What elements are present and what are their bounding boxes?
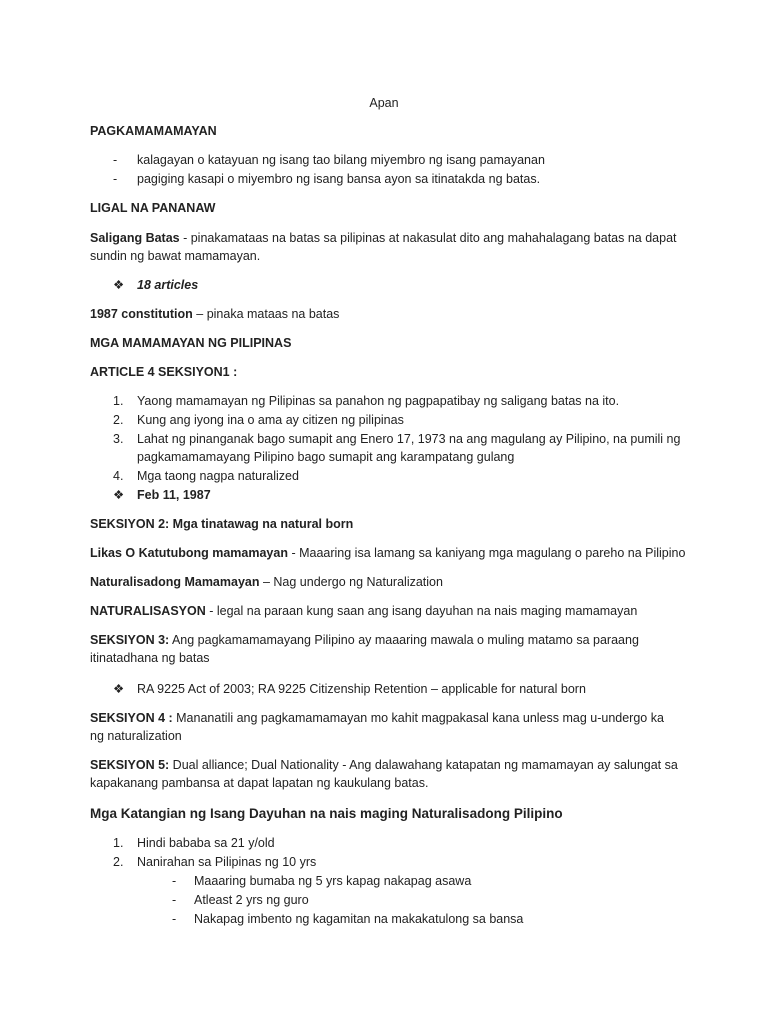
list-number: 4. [113,469,124,483]
dash-text: kalagayan o katayuan ng isang tao bilang miyembro ng isang pamayanan [137,153,545,167]
list-number: 2. [113,413,124,427]
term: SEKSIYON 3: [90,633,170,647]
definition: – Nag undergo ng Naturalization [259,575,443,589]
list-text: Mga taong nagpa naturalized [137,469,299,483]
term: SEKSIYON 5: [90,758,170,772]
heading-mamamayan: MGA MAMAMAYAN NG PILIPINAS [90,336,292,350]
paragraph-saligang-batas [90,229,680,265]
bullet-text: Feb 11, 1987 [137,488,211,502]
list-text: pagkamamamayang Pilipino bago sumapit ang karampatang gulang [137,450,515,464]
diamond-bullet-icon: ❖ [113,682,125,696]
term: Likas O Katutubong mamamayan [90,546,288,560]
list-number: 1. [113,836,124,850]
diamond-bullet-icon: ❖ [113,488,125,502]
list-number: 2. [113,855,124,869]
list-text: Nanirahan sa Pilipinas ng 10 yrs [137,855,317,869]
definition: – pinaka mataas na batas [192,307,340,321]
dash-marker: - [113,172,118,186]
definition: Dual alliance; Dual Nationality - Ang dalawahang katapatan ng mamamayan ay salungat sa kapakanang pambansa at dapat lapatan ng kaukulang batas. [90,758,678,790]
heading-seksiyon2: SEKSIYON 2: Mga tinatawag na natural born [90,517,354,531]
list-text: Kung ang iyong ina o ama ay citizen ng pilipinas [137,413,404,427]
list-number: 3. [113,432,124,446]
dash-marker: - [172,912,177,926]
list-text: Hindi bababa sa 21 y/old [137,836,275,850]
heading-article4: ARTICLE 4 SEKSIYON1 : [90,365,238,379]
paragraph-naturalisasyon [90,602,637,620]
paragraph-naturalisadong [90,573,443,591]
list-text: Yaong mamamayan ng Pilipinas sa panahon ng pagpapatibay ng saligang batas na ito. [137,394,620,408]
term: 1987 constitution [90,307,193,321]
term: Saligang Batas [90,231,180,245]
paragraph-likas [90,544,685,562]
list-text: Lahat ng pinanganak bago sumapit ang Enero 17, 1973 na ang magulang ay Pilipino, na pumili ng [137,432,681,446]
dash-text: Atleast 2 yrs ng guro [194,893,309,907]
definition: - legal na paraan kung saan ang isang dayuhan na nais maging mamamayan [205,604,638,618]
bullet-text: 18 articles [137,278,199,292]
heading-ligal: LIGAL NA PANANAW [90,201,216,215]
dash-marker: - [113,153,118,167]
paragraph-seksiyon5 [90,756,680,792]
definition: Ang pagkamamamayang Pilipino ay maaaring mawala o muling matamo sa paraang itinatadhana ng batas [90,633,639,665]
term: SEKSIYON 4 : [90,711,173,725]
term: NATURALISASYON [90,604,206,618]
list-number: 1. [113,394,124,408]
dash-text: Nakapag imbento ng kagamitan na makakatulong sa bansa [194,912,524,926]
document-title: Apan [369,96,399,110]
definition: - Maaaring isa lamang sa kaniyang mga magulang o pareho na Pilipino [287,546,686,560]
paragraph-constitution [90,305,339,323]
dash-marker: - [172,893,177,907]
term: Naturalisadong Mamamayan [90,575,260,589]
dash-marker: - [172,874,177,888]
dash-text: Maaaring bumaba ng 5 yrs kapag nakapag asawa [194,874,472,888]
bullet-text: RA 9225 Act of 2003; RA 9225 Citizenship Retention – applicable for natural born [137,682,586,696]
dash-text: pagiging kasapi o miyembro ng isang bansa ayon sa itinatakda ng batas. [137,172,541,186]
paragraph-seksiyon4 [90,709,680,745]
definition: - pinakamataas na batas sa pilipinas at nakasulat dito ang mahahalagang batas na dapat sundin ng bawat mamamayan. [90,231,677,263]
heading-katangian: Mga Katangian ng Isang Dayuhan na nais maging Naturalisadong Pilipino [90,806,563,821]
heading-pagkamamamayan: PAGKAMAMAMAYAN [90,124,217,138]
paragraph-seksiyon3 [90,631,680,667]
definition: Mananatili ang pagkamamamayan mo kahit magpakasal kana unless mag u-undergo ka ng naturalization [90,711,664,743]
diamond-bullet-icon: ❖ [113,278,125,292]
